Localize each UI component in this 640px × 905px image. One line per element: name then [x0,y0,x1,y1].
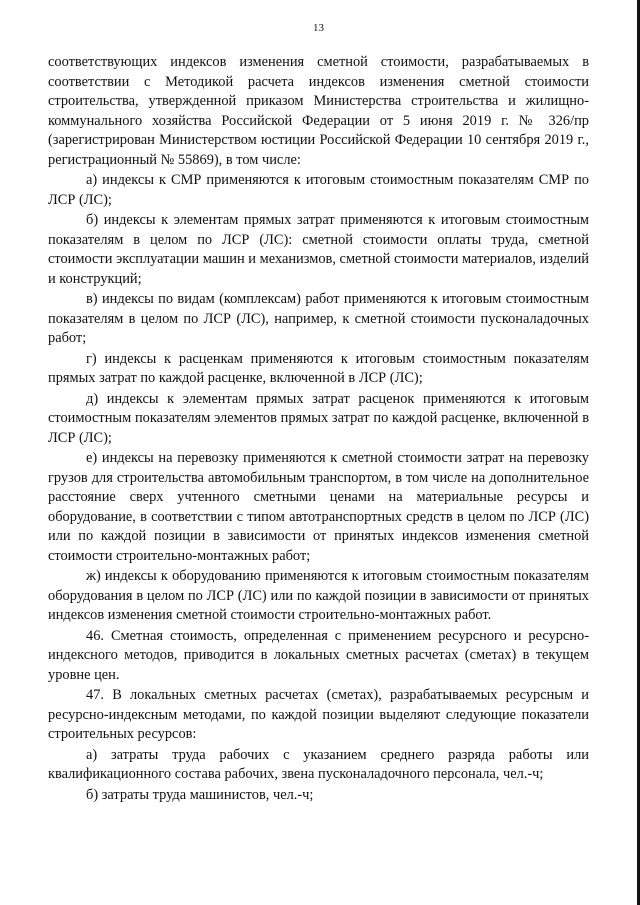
paragraph-item-b-direct-costs: б) индексы к элементам прямых затрат применяются к итоговым стоимостным показателям в целом по ЛСР (ЛС): сметной стоимости оплаты труда, сметной стоимости эксплуатации машин и механизмов, сметной стоимости материалов, изделий и конструкций; [48,212,589,287]
paragraph-item-e-transport: е) индексы на перевозку применяются к сметной стоимости затрат на перевозку грузов для строительства автомобильным транспортом, в том числе на дополнительное расстояние сверх учтенного сметными ценами на материальные ресурсы и оборудование, в соответствии с типом автотранспортных средств в целом по ЛСР (ЛС) или по каждой позиции в зависимости от принятых индексов изменения сметной стоимости строительно-монтажных работ; [48,450,589,564]
paragraph-item-g-rates: г) индексы к расценкам применяются к итоговым стоимостным показателям прямых затрат по каждой расценке, включенной в ЛСР (ЛС); [48,350,589,386]
paragraph-item-d-rate-elements: д) индексы к элементам прямых затрат расценок применяются к итоговым стоимостным показателям элементов прямых затрат по каждой расценке, включенной в ЛСР (ЛС); [48,390,589,446]
paragraph-intro-continuation: соответствующих индексов изменения сметной стоимости, разрабатываемых в соответствии с Методикой расчета индексов изменения сметной стоимости строительства, утвержденной приказом Министерства строительства и жилищно-коммунального хозяйства Российской Федерации от 5 июня 2019 г. № 326/пр (зарегистрирован Министерством юстиции Российской Федерации 10 сентября 2019 г., регистрационный № 55869), в том числе: [48,54,589,168]
paragraph-item-zh-equipment: ж) индексы к оборудованию применяются к итоговым стоимостным показателям оборудования в целом по ЛСР (ЛС) или по каждой позиции в зависимости от принятых индексов изменения сметной стоимости строительно-монтажных работ. [48,568,589,623]
document-body [48,53,589,806]
paragraph-item-v-work-types: в) индексы по видам (комплексам) работ применяются к итоговым стоимостным показателям в целом по ЛСР (ЛС), например, к сметной стоимости пусконаладочных работ; [48,291,589,346]
page-number: 13 [313,22,324,34]
paragraph-clause-46: 46. Сметная стоимость, определенная с применением ресурсного и ресурсно-индексного методов, приводится в локальных сметных расчетах (сметах) в текущем уровне цен. [48,627,589,683]
paragraph-clause-47-item-a: а) затраты труда рабочих с указанием среднего разряда работы или квалификационного состава рабочих, звена пусконаладочного персонала, чел.-ч; [48,746,589,782]
paragraph-clause-47-item-b: б) затраты труда машинистов, чел.-ч; [86,786,314,803]
paragraph-item-a-smr: а) индексы к СМР применяются к итоговым стоимостным показателям СМР по ЛСР (ЛС); [48,172,589,208]
paragraph-clause-47: 47. В локальных сметных расчетах (сметах), разрабатываемых ресурсным и ресурсно-индексным методами, по каждой позиции выделяют следующие показатели строительных ресурсов: [48,687,589,742]
